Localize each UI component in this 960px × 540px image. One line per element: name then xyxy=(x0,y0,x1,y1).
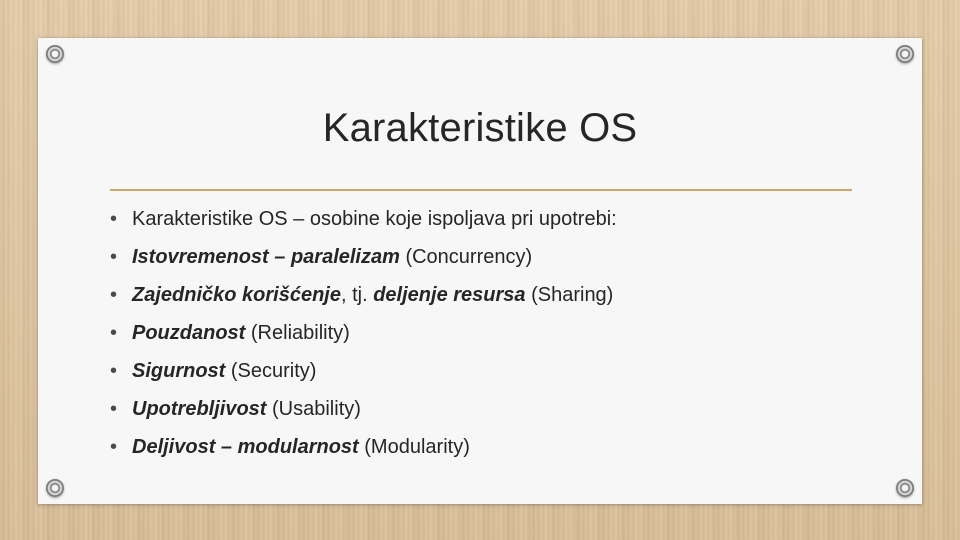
bullet-dot: • xyxy=(110,398,118,420)
pushpin-icon xyxy=(46,479,64,497)
bullet-text: Karakteristike OS – osobine koje ispoljava pri upotrebi: xyxy=(132,208,617,230)
bullet-list xyxy=(110,205,617,471)
bullet-item xyxy=(110,281,617,319)
bullet-dot: • xyxy=(110,360,118,382)
bullet-translation: (Security) xyxy=(225,360,317,382)
slide-title: Karakteristike OS xyxy=(322,106,638,150)
bullet-term: deljenje resursa xyxy=(373,284,526,306)
bullet-item xyxy=(110,243,617,281)
pushpin-icon xyxy=(896,479,914,497)
slide-card xyxy=(38,38,922,504)
bullet-dot: • xyxy=(110,322,118,344)
pushpin-icon xyxy=(46,45,64,63)
bullet-translation: (Sharing) xyxy=(525,284,614,306)
bullet-term: Zajedničko korišćenje xyxy=(132,284,341,306)
bullet-connector: , tj. xyxy=(340,284,374,306)
bullet-translation: (Modularity) xyxy=(358,436,470,458)
bullet-item xyxy=(110,433,617,471)
bullet-term: Istovremenost – paralelizam xyxy=(132,246,400,268)
bullet-term: Deljivost – modularnost xyxy=(132,436,359,458)
bullet-translation: (Concurrency) xyxy=(399,246,533,268)
bullet-translation: (Usability) xyxy=(266,398,361,420)
bullet-dot: • xyxy=(110,208,118,230)
bullet-item xyxy=(110,395,617,433)
bullet-dot: • xyxy=(110,246,118,268)
bullet-item xyxy=(110,205,617,243)
pushpin-icon xyxy=(896,45,914,63)
title-divider xyxy=(110,189,852,191)
bullet-term: Pouzdanost xyxy=(132,322,246,344)
bullet-translation: (Reliability) xyxy=(245,322,350,344)
bullet-term: Upotrebljivost xyxy=(132,398,267,420)
bullet-dot: • xyxy=(110,436,118,458)
bullet-dot: • xyxy=(110,284,118,306)
bullet-item xyxy=(110,319,617,357)
bullet-term: Sigurnost xyxy=(132,360,226,382)
bullet-item xyxy=(110,357,617,395)
